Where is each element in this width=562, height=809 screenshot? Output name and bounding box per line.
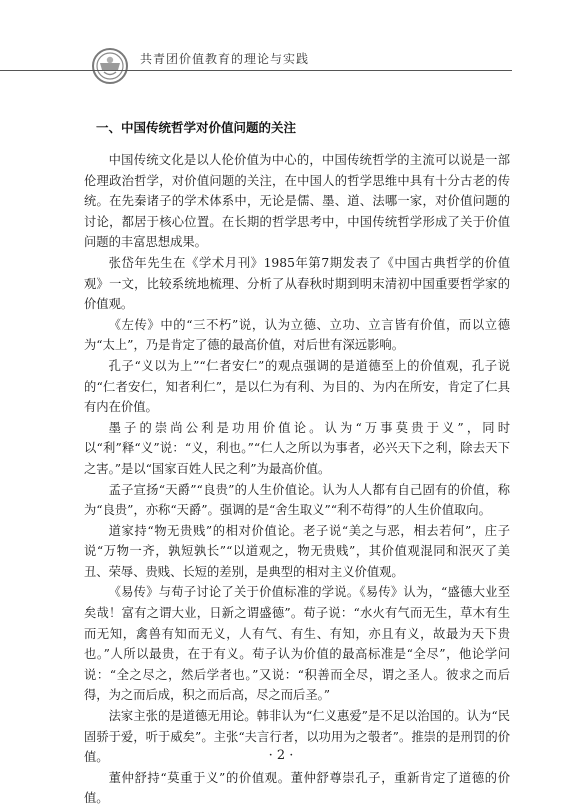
running-head: 共青团价值教育的理论与实践 xyxy=(140,52,310,66)
page-body xyxy=(84,118,510,809)
paragraph: 墨子的崇尚公利是功用价值论。认为“万事莫贵于义”，同时以“利”释“义”说：“义，利也。”“仁人之所以为事者，必兴天下之利，除去天下之害。”是以“国家百姓人民之利”为最高价值。 xyxy=(84,420,510,476)
paragraph: 《易传》与荀子讨论了关于价值标准的学说。《易传》认为，“盛德大业至矣哉！富有之谓大业，日新之谓盛德”。荀子说：“水火有气而无生，草木有生而无知，禽兽有知而无义，人有气、有生、有知，亦且有义，故最为天下贵也。”人所以最贵，在于有义。荀子认为价值的最高标准是“全尽”，他论学问说：“全之尽之，然后学者也。”又说：“积善而全尽，谓之圣人。彼求之而后得，为之而后成，积之而后高，尽之而后圣。” xyxy=(84,585,510,703)
paragraph: 《左传》中的“三不朽”说，认为立德、立功、立言皆有价值，而以立德为“太上”，乃是肯定了德的最高价值，对后世有深远影响。 xyxy=(84,317,510,353)
paragraph: 张岱年先生在《学术月刊》1985年第7期发表了《中国古典哲学的价值观》一文，比较系统地梳理、分析了从春秋时期到明末清初中国重要哲学家的价值观。 xyxy=(84,255,510,312)
paragraph: 孟子宣扬“天爵”“良贵”的人生价值论。认为人人都有自己固有的价值，称为“良贵”，亦称“天爵”。强调的是“舍生取义”“利不苟得”的人生价值取向。 xyxy=(84,482,510,518)
header-rule xyxy=(0,70,512,71)
page-number: · 2 · xyxy=(268,748,294,763)
page-header xyxy=(0,0,562,92)
section-title: 一、中国传统哲学对价值问题的关注 xyxy=(96,120,297,135)
youth-league-emblem-icon xyxy=(92,48,128,84)
paragraph: 中国传统文化是以人伦价值为中心的，中国传统哲学的主流可以说是一部伦理政治哲学，对价值问题的关注，在中国人的哲学思维中具有十分古老的传统。在先秦诸子的学术体系中，无论是儒、墨、道、法哪一家，对价值问题的讨论，都居于核心位置。在长期的哲学思考中，中国传统哲学形成了关于价值问题的丰富思想成果。 xyxy=(84,153,510,250)
paragraph: 董仲舒持“莫重于义”的价值观。董仲舒尊崇孔子，重新肯定了道德的价值。 xyxy=(84,770,510,806)
paragraph: 法家主张的是道德无用论。韩非认为“仁义惠爱”是不足以治国的。认为“民固骄于爱，听于威矣”。主张“夫言行者，以功用为之彀者”。推崇的是刑罚的价值。 xyxy=(84,709,510,765)
paragraph: 孔子“义以为上”“仁者安仁”的观点强调的是道德至上的价值观，孔子说的“仁者安仁，知者利仁”，是以仁为有利、为目的、为内在所安，肯定了仁具有内在价值。 xyxy=(84,358,510,415)
emblem-graphic xyxy=(94,50,126,82)
paragraph: 道家持“物无贵贱”的相对价值论。老子说“美之与恶，相去若何”，庄子说“万物一齐，孰短孰长”“以道观之，物无贵贱”，其价值观混同和泯灭了美丑、荣辱、贵贱、长短的差别，是典型的相对主义价值观。 xyxy=(84,523,510,579)
